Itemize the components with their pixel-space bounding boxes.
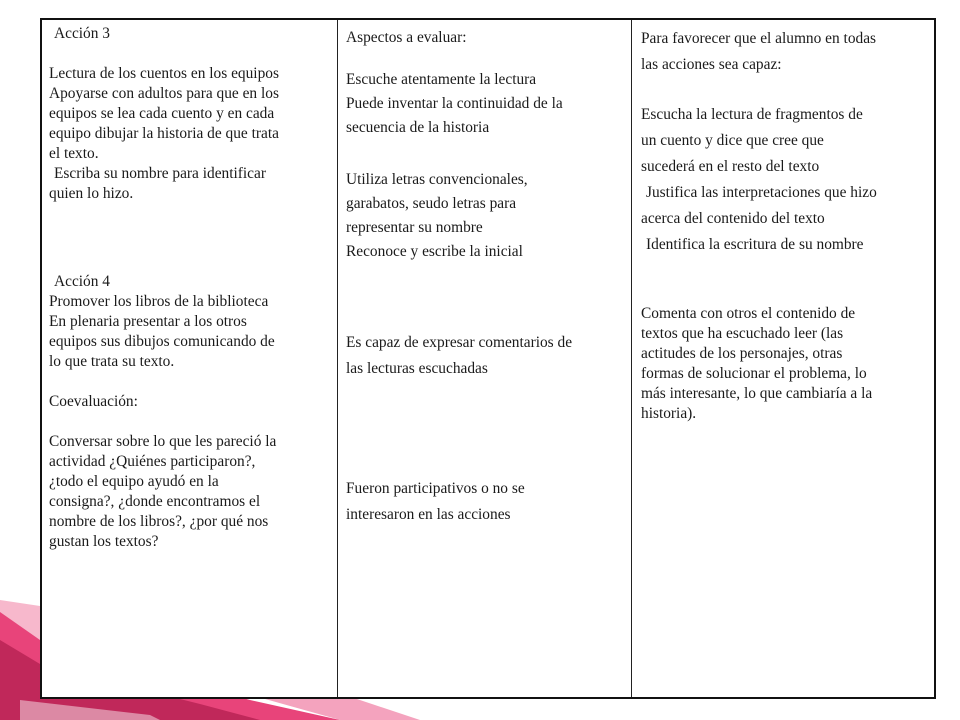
spacer xyxy=(346,50,625,68)
content-table xyxy=(40,18,936,699)
aspectos-item: Escuche atentamente la lectura xyxy=(346,71,537,88)
favorecer-item: actitudes de los personajes, otras xyxy=(641,345,843,362)
favorecer-item: textos que ha escuchado leer (las xyxy=(641,325,844,342)
aspectos-item: Fueron participativos o no se xyxy=(346,480,525,497)
aspectos-item: interesaron en las acciones xyxy=(346,506,511,523)
spacer xyxy=(49,372,333,392)
accion-4-line: equipos sus dibujos comunicando de xyxy=(49,333,275,350)
coevaluacion-line: Conversar sobre lo que les pareció la xyxy=(49,433,277,450)
accion-3-line: el texto. xyxy=(49,145,99,162)
coevaluacion-line: actividad ¿Quiénes participaron?, xyxy=(49,453,256,470)
favorecer-intro: las acciones sea capaz: xyxy=(641,56,782,73)
accion-3-line: Apoyarse con adultos para que en los xyxy=(49,85,279,102)
column-aspectos xyxy=(337,20,631,697)
accion-4-line: Promover los libros de la biblioteca xyxy=(49,293,269,310)
aspectos-item: Utiliza letras convencionales, xyxy=(346,171,528,188)
favorecer-item: un cuento y dice que cree que xyxy=(641,132,824,149)
spacer xyxy=(641,258,928,304)
accion-3-line: Escriba su nombre para identificar xyxy=(54,165,266,182)
accion-4-line: En plenaria presentar a los otros xyxy=(49,313,247,330)
favorecer-item: formas de solucionar el problema, lo xyxy=(641,365,867,382)
coevaluacion-line: nombre de los libros?, ¿por qué nos xyxy=(49,513,269,530)
favorecer-item: historia). xyxy=(641,405,697,422)
favorecer-item: acerca del contenido del texto xyxy=(641,210,825,227)
aspectos-item: garabatos, seudo letras para xyxy=(346,195,517,212)
favorecer-item: sucederá en el resto del texto xyxy=(641,158,820,175)
accion-3-line: equipo dibujar la historia de que trata xyxy=(49,125,279,142)
spacer xyxy=(641,78,928,102)
aspectos-item: representar su nombre xyxy=(346,219,483,236)
coevaluacion-title: Coevaluación: xyxy=(49,393,138,410)
aspectos-title: Aspectos a evaluar: xyxy=(346,29,467,46)
spacer xyxy=(346,264,625,330)
accion-3-title: Acción 3 xyxy=(54,25,110,42)
column-acciones xyxy=(42,20,337,697)
coevaluacion-line: consigna?, ¿donde encontramos el xyxy=(49,493,261,510)
aspectos-item: Reconoce y escribe la inicial xyxy=(346,243,523,260)
aspectos-item: secuencia de la historia xyxy=(346,119,490,136)
favorecer-intro: Para favorecer que el alumno en todas xyxy=(641,30,877,47)
spacer xyxy=(346,382,625,476)
accion-3-line: equipos se lea cada cuento y en cada xyxy=(49,105,275,122)
spacer xyxy=(49,412,333,432)
accion-4-title: Acción 4 xyxy=(54,273,110,290)
accion-4-line: lo que trata su texto. xyxy=(49,353,175,370)
aspectos-item: las lecturas escuchadas xyxy=(346,360,488,377)
coevaluacion-line: ¿todo el equipo ayudó en la xyxy=(49,473,219,490)
aspectos-item: Puede inventar la continuidad de la xyxy=(346,95,563,112)
accion-3-line: Lectura de los cuentos en los equipos xyxy=(49,65,279,82)
accion-3-line: quien lo hizo. xyxy=(49,185,134,202)
aspectos-item: Es capaz de expresar comentarios de xyxy=(346,334,573,351)
coevaluacion-line: gustan los textos? xyxy=(49,533,159,550)
favorecer-item: Comenta con otros el contenido de xyxy=(641,305,856,322)
favorecer-item: Justifica las interpretaciones que hizo xyxy=(646,184,877,201)
spacer xyxy=(49,204,333,272)
favorecer-item: más interesante, lo que cambiaría a la xyxy=(641,385,873,402)
column-favorecer xyxy=(631,20,934,697)
spacer xyxy=(49,44,333,64)
favorecer-item: Escucha la lectura de fragmentos de xyxy=(641,106,863,123)
spacer xyxy=(346,140,625,168)
favorecer-item: Identifica la escritura de su nombre xyxy=(646,236,864,253)
